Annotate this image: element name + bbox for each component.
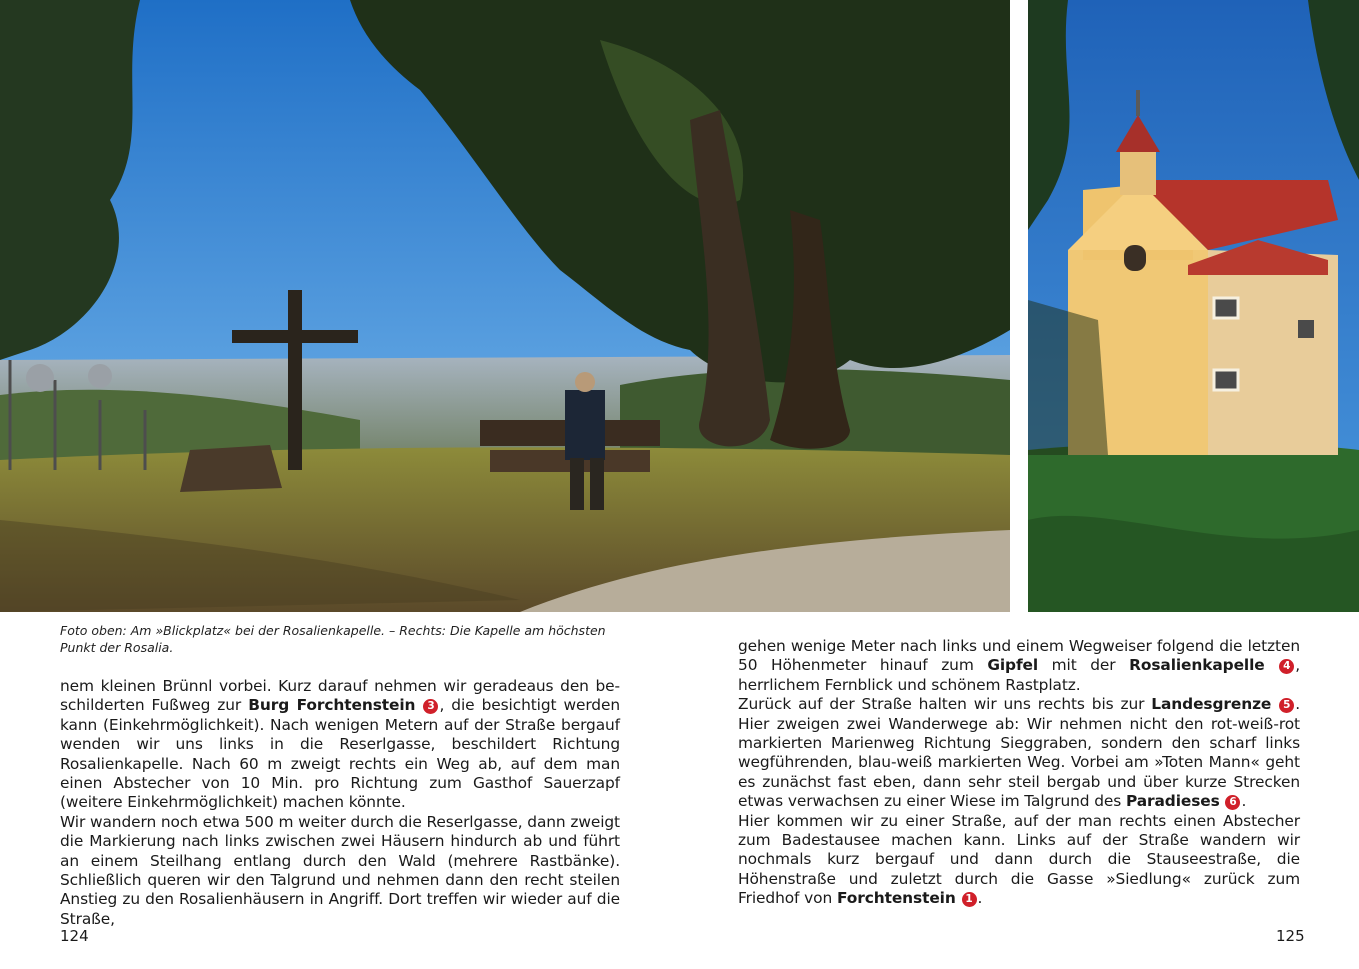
waypoint-marker: 1 [962, 892, 977, 907]
page-number-right: 125 [1276, 927, 1305, 945]
waypoint-marker: 4 [1279, 659, 1294, 674]
place-name: Paradieses [1125, 792, 1220, 811]
paragraph: gehen wenige Meter nach links und einem Wegweiser folgend die letzten 50 Höhenmeter hinauf zum Gipfel mit der Rosalienkapelle 4 , herrlichem Fernblick und schönem Rastplatz. [738, 637, 1300, 694]
place-name: Burg Forchtenstein [248, 696, 416, 715]
waypoint-marker: 6 [1225, 795, 1240, 810]
waypoint-marker: 5 [1279, 698, 1294, 713]
page-number-left: 124 [60, 927, 89, 945]
place-name: Forchtenstein [836, 889, 956, 908]
paragraph: Zurück auf der Straße halten wir uns rechts bis zur Landesgrenze 5 . Hier zweigen zwei Wanderwege ab: Wir nehmen nicht den rot-weiß-rot markierten Marienweg Richtung Sieggraben, sondern den scharf links wegführenden, blau-weiß markierten Weg. Vorbei am »Toten Mann« geht es zunächst fast eben, dann sehr steil bergab und über kurze Strecken etwas verwachsen zu einer Wiese im Talgrund des Paradieses 6 . [738, 695, 1301, 811]
place-name: Rosalienkapelle [1129, 656, 1265, 675]
text-column-left [60, 677, 620, 929]
paragraph: Hier kommen wir zu einer Straße, auf der man rechts einen Abstecher zum Badestausee machen kann. Links auf der Straße wandern wir nochmals kurz bergauf und dann durch die Stauseestraße, die Höhenstraße und zuletzt durch die Gasse »Siedlung« zurück zum Friedhof von Forchtenstein 1 . [738, 811, 1300, 908]
caption-line-1: Foto oben: Am »Blickplatz« bei der Rosalienkapelle. – Rechts: Die Kapelle am höchsten [60, 623, 606, 638]
waypoint-marker: 3 [423, 699, 438, 714]
photo-blickplatz [0, 0, 1010, 612]
caption-line-2: Punkt der Rosalia. [60, 640, 174, 655]
paragraph: nem kleinen Brünnl vorbei. Kurz darauf nehmen wir geradeaus den be-schilderten Fußweg zur Burg Forchtenstein 3 , die besichtigt werden kann (Einkehrmöglichkeit). Nach wenigen Metern auf der Straße bergauf wenden wir uns links in die Reserlgasse, beschildert Richtung Rosalienkapelle. Nach 60 m zweigt rechts ein Weg ab, auf dem man einen Abstecher von 10 Min. pro Richtung zum Gasthof Sauerzapf (weitere Einkehrmöglichkeit) machen könnte. [60, 677, 620, 812]
photo-rosalienkapelle [1028, 0, 1359, 612]
place-name: Landesgrenze [1151, 695, 1272, 714]
photo-caption [60, 622, 630, 656]
place-name: Gipfel [987, 656, 1039, 675]
text-column-right [738, 637, 1300, 909]
paragraph: Wir wandern noch etwa 500 m weiter durch die Reserlgasse, dann zweigt die Markierung nach links zwischen zwei Häusern hindurch ab und führt an einem Steilhang entlang durch den Wald (mehrere Rastbänke). Schließlich queren wir den Talgrund und nehmen dann den recht steilen Anstieg zu den Rosalienhäusern in Angriff. Dort treffen wir wieder auf die Straße, [60, 812, 620, 928]
